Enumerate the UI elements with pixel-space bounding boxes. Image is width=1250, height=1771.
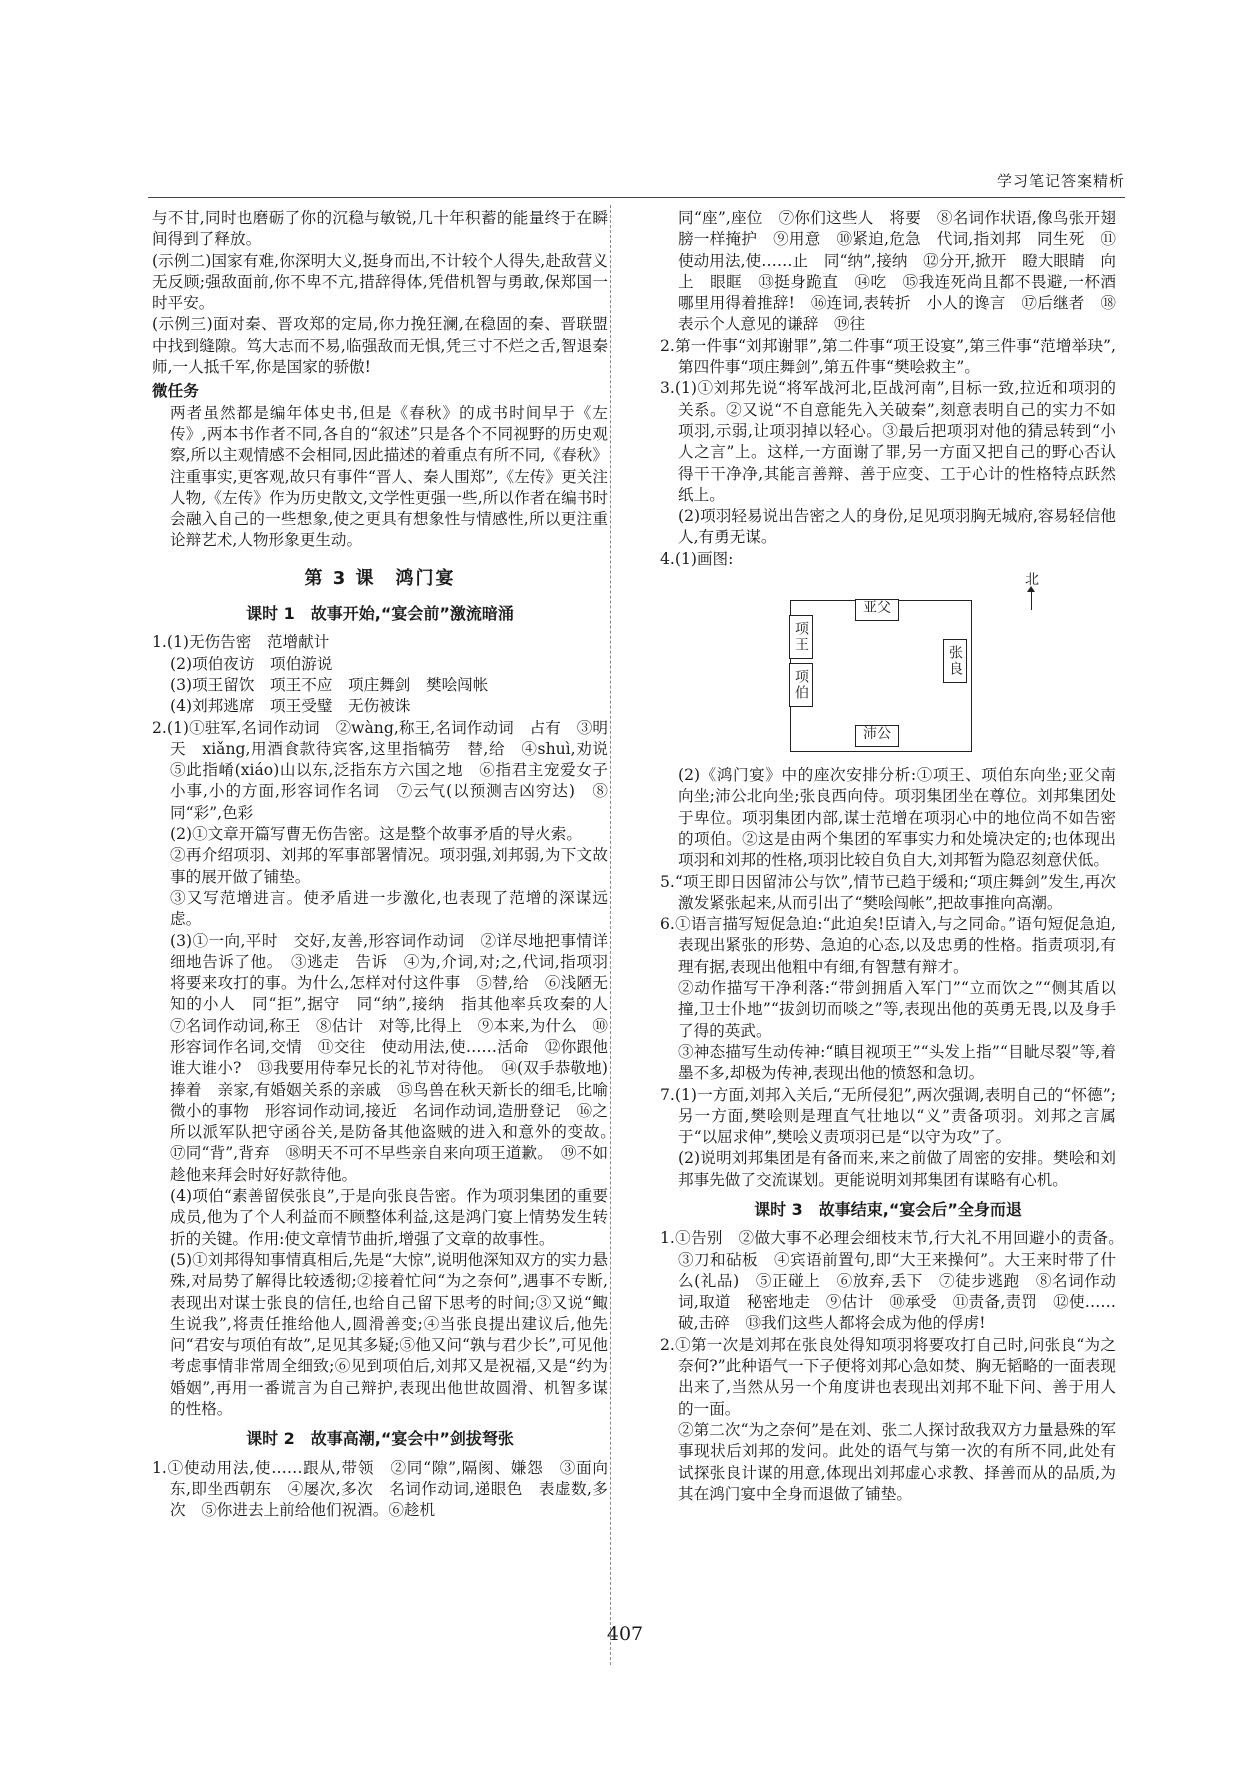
answer-paragraph: (3)①一向,平时 交好,友善,形容词作动词 ②详尽地把事情详细地告诉了他。 ③逃走 告诉 ④为,介词,对;之,代词,指项羽将要来攻打的事。为什么,怎样对付这件事 ⑤替,给 ⑥浅陋无知的小人 同“拒”,据守 同“纳”,接纳 指其他率兵攻秦的人 ⑦名词作动词,称王 ⑧估计 对等,比得上 ⑨本来,为什么 ⑩ 形容词作名词,交情 ⑪交往 使动用法,使……活命 ⑫你跟他谁大谁小? ⑬我要用侍奉兄长的礼节对待他。 ⑭(双手恭敬地)捧着 亲家,有婚姻关系的亲戚 ⑮鸟兽在秋天新长的细毛,比喻微小的事物 形容词作动词,接近 名词作动词,造册登记 ⑯之所以派军队把守函谷关,是防备其他盗贼的进入和意外的变故。 ⑰同“背”,背弃 ⑱明天不可不早些亲自来向项王道歉。 ⑲不如趁他来拜会时好好款待他。 [170, 931, 624, 1184]
answer-paragraph: 2.(1)①驻军,名词作动词 ②wàng,称王,名词作动词 占有 ③明天 xiǎng,用酒食款待宾客,这里指犒劳 替,给 ④shuì,劝说 ⑤此指崤(xiáo)山以东,泛指东方六国之地 ⑥指君主宠爱女子 小事,小的方面,形容词作名词 ⑦云气(以预测吉凶穷达) ⑧同“彩”,色彩 [152, 718, 624, 822]
intro-paragraph: 与不甘,同时也磨砺了你的沉稳与敏锐,几十年积蓄的能量终于在瞬间得到了释放。 [152, 209, 608, 249]
north-label: 北 [1025, 572, 1039, 589]
answer-line: (2)项伯夜访 项伯游说 [170, 654, 333, 673]
answer-paragraph: ③神态描写生动传神:“瞋目视项王”“头发上指”“目眦尽裂”等,着墨不多,却极为传神,表现出他的愤怒和急切。 [678, 1042, 1116, 1083]
answer-paragraph: 7.(1)一方面,刘邦入关后,“无所侵犯”,两次强调,表明自己的“怀德”;另一方面,樊哙则是理直气壮地以“义”责备项羽。刘邦之言属于“以屈求伸”,樊哙义责项羽已是“以守为攻”了。 [660, 1085, 1116, 1147]
answer-paragraph: 1.①告别 ②做大事不必理会细枝末节,行大礼不用回避小的责备。 ③刀和砧板 ④宾语前置句,即“大王来操何”。大王来时带了什么(礼品) ⑤正碰上 ⑥放弃,丢下 ⑦徒步逃跑 ⑧名词作动词,取道 秘密地走 ⑨估计 ⑩承受 ⑪责备,责罚 ⑫使……破,击碎 ⑬我们这些人都将会成为他的俘虏! [660, 1229, 1132, 1333]
lesson-title: 第 3 课 鸿门宴 [304, 567, 456, 589]
answer-paragraph: (2)项羽轻易说出告密之人的身份,足见项羽胸无城府,容易轻信他人,有勇无谋。 [678, 507, 1116, 547]
answer-paragraph: (2)《鸿门宴》中的座次安排分析:①项王、项伯东向坐;亚父南向坐;沛公北向坐;张良西向侍。项羽集团坐在尊位。刘邦集团处于卑位。项羽集团内部,谋士范增在项羽心中的地位尚不如告密的项伯。②这是由两个集团的军事实力和处境决定的;也体现出项羽和刘邦的性格,项羽比较自负自大,刘邦暂为隐忍刻意伏低。 [678, 766, 1116, 870]
intro-paragraph: (示例三)面对秦、晋攻郑的定局,你力挽狂澜,在稳固的秦、晋联盟中找到缝隙。笃大志而不易,临强敌而无惧,凭三寸不烂之舌,智退秦师,一人抵千军,你是国家的骄傲! [152, 315, 608, 377]
answer-paragraph: ②再介绍项羽、刘邦的军事部署情况。项羽强,刘邦弱,为下文故事的展开做了铺垫。 [170, 846, 608, 886]
period-title: 课时 1 故事开始,“宴会前”激流暗涌 [246, 604, 514, 624]
intro-paragraph: (示例二)国家有难,你深明大义,挺身而出,不计较个人得失,赴敌营义无反顾;强敌面前,你不卑不亢,措辞得体,凭借机智与勇敢,保郑国一时平安。 [152, 251, 608, 313]
left-column [152, 208, 624, 1522]
seat-right: 张良 [943, 639, 967, 683]
answer-paragraph: 4.(1)画图: [660, 549, 734, 568]
answer-paragraph: 1.①使动用法,使……跟从,带领 ②同“隙”,隔阂、嫌怨 ③面向东,即坐西朝东 ④屡次,多次 名词作动词,递眼色 表虚数,多次 ⑤你进去上前给他们祝酒。⑥趁机 [152, 1458, 608, 1520]
north-arrow-icon [1031, 588, 1032, 610]
answer-paragraph: 3.(1)①刘邦先说“将军战河北,臣战河南”,目标一致,拉近和项羽的关系。②又说“不自意能先入关破秦”,刻意表明自己的实力不如项羽,示弱,让项羽掉以轻心。③最后把项羽对他的猜忌转到“小人之言”上。这样,一方面谢了罪,另一方面又把自己的野心否认得干干净净,其能言善辩、善于应变、工于心计的性格特点跃然纸上。 [660, 379, 1116, 504]
page-number: 407 [606, 1623, 644, 1645]
seating-diagram [660, 570, 1116, 765]
answer-paragraph: ②动作描写干净利落:“带剑拥盾入军门”“立而饮之”“侧其盾以撞,卫士仆地”“拔剑切而啖之”等,表现出他的英勇无畏,以及身手了得的英武。 [678, 979, 1116, 1040]
answer-paragraph: 2.①第一次是刘邦在张良处得知项羽将要攻打自己时,问张良“为之奈何?”此种语气一下子便将刘邦心急如焚、胸无韬略的一面表现出来了,当然从另一个角度讲也表现出刘邦不耻下问、善于用人的一面。 [660, 1335, 1116, 1418]
tent-outline [790, 600, 972, 752]
seat-bottom: 沛公 [855, 725, 899, 747]
answer-paragraph: 同“座”,座位 ⑦你们这些人 将要 ⑧名词作状语,像鸟张开翅膀一样掩护 ⑨用意 ⑩紧迫,危急 代词,指刘邦 同生死 ⑪使动用法,使……止 同“纳”,接纳 ⑫分开,掀开 瞪大眼睛 向上 眼眶 ⑬挺身跪直 ⑭吃 ⑮我连死尚且都不畏避,一杯酒哪里用得着推辞! ⑯连词,表转折 小人的谗言 ⑰后继者 ⑱表示个人意见的谦辞 ⑲往 [678, 209, 1116, 334]
answer-paragraph: 2.第一件事“刘邦谢罪”,第二件事“项王设宴”,第三件事“范增举玦”,第四件事“项庄舞剑”,第五件事“樊哙救主”。 [660, 336, 1116, 377]
answer-paragraph: 6.①语言描写短促急迫:“此迫矣!臣请入,与之同命。”语句短促急迫,表现出紧张的形势、急迫的心态,以及忠勇的性格。指责项羽,有理有据,表现出他粗中有细,有智慧有辩才。 [660, 915, 1116, 976]
period-title: 课时 3 故事结束,“宴会后”全身而退 [754, 1199, 1022, 1219]
header-rule [148, 197, 1125, 198]
answer-paragraph: ③又写范增进言。使矛盾进一步激化,也表现了范增的深谋远虑。 [170, 888, 608, 929]
running-header: 学习笔记答案精析 [996, 172, 1125, 190]
seat-left-top: 项王 [789, 615, 813, 659]
answer-paragraph: (5)①刘邦得知事情真相后,先是“大惊”,说明他深知双方的实力悬殊,对局势了解得比较透彻;②接着忙问“为之奈何”,遇事不专断,表现出对谋士张良的信任,也给自己留下思考的时间;③又说“鲰生说我”,将责任推给他人,圆滑善变;④当张良提出建议后,他先问“君安与项伯有故”,足见其多疑;⑤他又问“孰与君少长”,可见他考虑事情非常周全细致;⑥见到项伯后,刘邦又是祝福,又是“约为婚姻”,再用一番谎言为自己辩护,表现出他世故圆滑、机智多谋的性格。 [170, 1250, 608, 1419]
column-divider [610, 205, 611, 1665]
seat-left-bottom: 项伯 [789, 663, 813, 707]
seat-top: 亚父 [855, 599, 899, 621]
answer-paragraph: (2)①文章开篇写曹无伤告密。这是整个故事矛盾的导火索。 [170, 825, 582, 844]
answer-paragraph: (4)项伯“素善留侯张良”,于是向张良告密。作为项羽集团的重要成员,他为了个人利益而不顾整体利益,这是鸿门宴上情势发生转折的关键。作用:使文章情节曲折,增强了文章的故事性。 [170, 1187, 608, 1248]
period-title: 课时 2 故事高潮,“宴会中”剑拔弩张 [246, 1429, 514, 1449]
micro-task-label: 微任务 [152, 382, 199, 401]
right-column [660, 208, 1132, 1505]
answer-paragraph: (2)说明刘邦集团是有备而来,来之前做了周密的安排。樊哙和刘邦事先做了交流谋划。更能说明刘邦集团有谋略有心机。 [678, 1149, 1116, 1189]
answer-paragraph: 5.“项王即日因留沛公与饮”,情节已趋于缓和;“项庄舞剑”发生,再次激发紧张起来,从而引出了“樊哙闯帐”,把故事推向高潮。 [660, 872, 1116, 912]
answer-line: (3)项王留饮 项王不应 项庄舞剑 樊哙闯帐 [170, 675, 489, 694]
answer-paragraph: ②第二次“为之奈何”是在刘、张二人探讨敌我双方力量悬殊的军事现状后刘邦的发问。此处的语气与第一次的有所不同,此处有试探张良计谋的用意,体现出刘邦虚心求教、择善而从的品质,为其在鸿门宴中全身而退做了铺垫。 [678, 1420, 1116, 1503]
answer-line: 1.(1)无伤告密 范增献计 [152, 633, 330, 652]
answer-line: (4)刘邦逃席 项王受璧 无伤被诛 [170, 697, 411, 716]
micro-task-text: 两者虽然都是编年体史书,但是《春秋》的成书时间早于《左传》,两本书作者不同,各自的“叙述”只是各个不同视野的历史观察,所以主观情感不会相同,因此描述的着重点有所不同,《春秋》注重事实,更客观,故只有事件“晋人、秦人围郑”,《左传》更关注人物,《左传》作为历史散文,文学性更强一些,所以作者在编书时会融入自己的一些想象,使之更具有想象性与情感性,所以更注重论辩艺术,人物形象更生动。 [170, 403, 608, 550]
